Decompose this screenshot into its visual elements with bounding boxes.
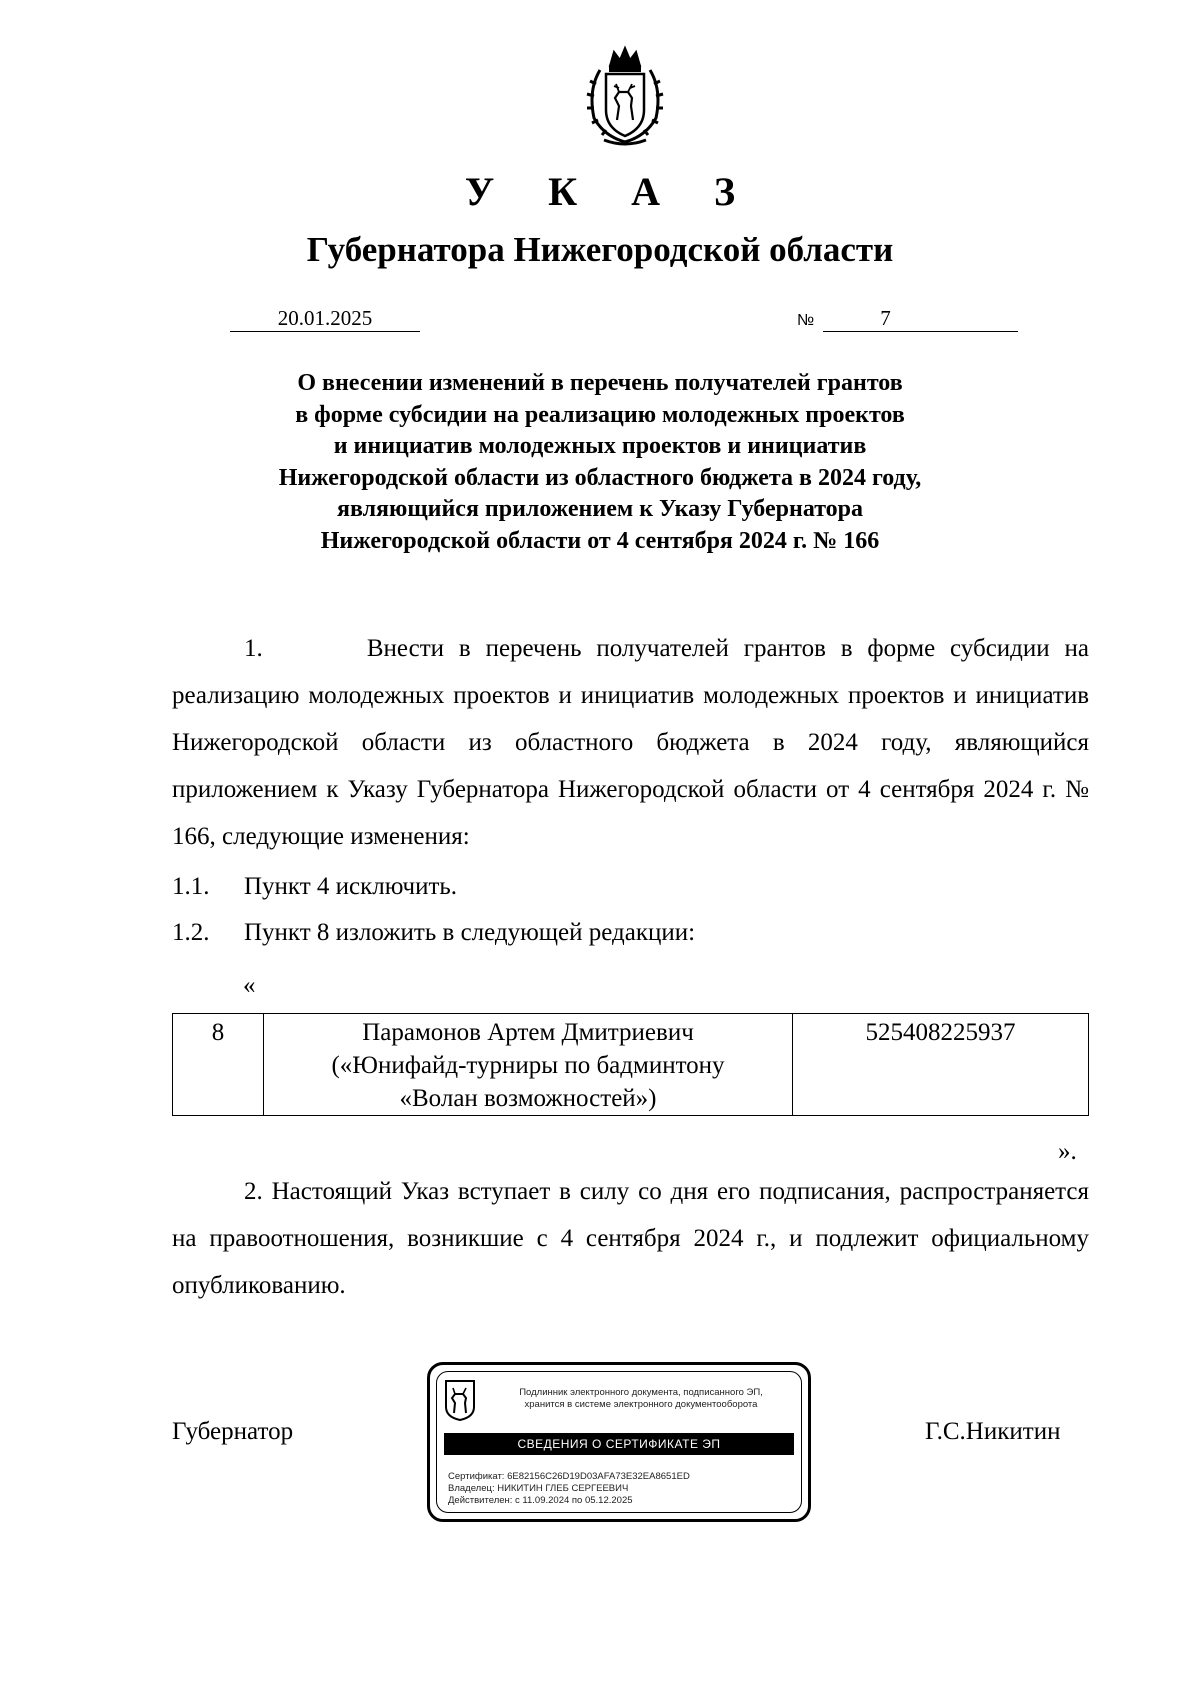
table-cell-inn: 525408225937 <box>793 1014 1089 1116</box>
list-item <box>172 916 1089 950</box>
stamp-certificate-bar: СВЕДЕНИЯ О СЕРТИФИКАТЕ ЭП <box>444 1433 794 1455</box>
number-label: № <box>797 312 815 329</box>
closing-quote: ». <box>1058 1138 1077 1165</box>
list-item-number: 1.2. <box>172 919 210 946</box>
project-name-line: («Юнифайд-турниры по бадминтону <box>331 1052 725 1079</box>
coat-of-arms-emblem <box>570 40 680 150</box>
stamp-emblem-icon <box>444 1379 476 1421</box>
table-cell-recipient <box>264 1014 793 1116</box>
list-item <box>172 870 1089 904</box>
stamp-details <box>448 1471 690 1507</box>
stamp-owner: Владелец: НИКИТИН ГЛЕБ СЕРГЕЕВИЧ <box>448 1483 629 1494</box>
stamp-header-line: хранится в системе электронного документооборота <box>524 1399 758 1410</box>
stamp-validity: Действителен: с 11.09.2024 по 05.12.2025 <box>448 1495 633 1506</box>
heading-line: Нижегородской области от 4 сентября 2024 г. № 166 <box>320 527 880 554</box>
heading-line: являющийся приложением к Указу Губернатора <box>336 496 864 522</box>
heading-line: и инициатив молодежных проектов и инициатив <box>333 433 867 459</box>
stamp-header <box>482 1387 800 1411</box>
list-item-text: Пункт 4 исключить. <box>244 873 458 900</box>
opening-quote: « <box>243 972 256 999</box>
signer-position: Губернатор <box>172 1418 294 1445</box>
document-date: 20.01.2025 <box>230 305 420 332</box>
list-item-number: 1.1. <box>172 873 210 900</box>
list-item-text: Пункт 8 изложить в следующей редакции: <box>244 919 696 946</box>
digital-signature-stamp <box>427 1362 811 1522</box>
document-heading <box>200 368 1000 557</box>
document-title: У К А З <box>464 169 758 214</box>
table-row <box>173 1014 1089 1116</box>
table-cell-number: 8 <box>173 1014 264 1116</box>
signer-name: Г.С.Никитин <box>925 1418 1061 1445</box>
recipient-name: Парамонов Артем Дмитриевич <box>362 1019 694 1046</box>
paragraph-2: 2. Настоящий Указ вступает в силу со дня его подписания, распространяется на правоотношения, возникшие с 4 сентября 2024 г., и подлежит официальному опубликованию. <box>172 1178 1089 1299</box>
stamp-header-line: Подлинник электронного документа, подписанного ЭП, <box>519 1387 763 1398</box>
stamp-certificate-number: Сертификат: 6E82156C26D19D03AFA73E32EA8651ED <box>448 1471 690 1482</box>
project-name-line: «Волан возможностей») <box>399 1085 657 1112</box>
heading-line: Нижегородской области из областного бюджета в 2024 году, <box>278 464 922 491</box>
document-subtitle: Губернатора Нижегородской области <box>306 230 894 269</box>
paragraph-1: 1. Внести в перечень получателей грантов в форме субсидии на реализацию молодежных проектов и инициатив молодежных проектов и инициатив Нижегородской области из областного бюджета в 2024 году, являющийся приложением к Указу Губернатора Нижегородской области от 4 сентября 2024 г. № 166, следующие изменения: <box>172 635 1089 850</box>
document-number: 7 <box>823 305 1018 332</box>
heading-line: О внесении изменений в перечень получателей грантов <box>297 370 903 396</box>
grant-table <box>172 1013 1089 1116</box>
heading-line: в форме субсидии на реализацию молодежных проектов <box>295 401 905 428</box>
